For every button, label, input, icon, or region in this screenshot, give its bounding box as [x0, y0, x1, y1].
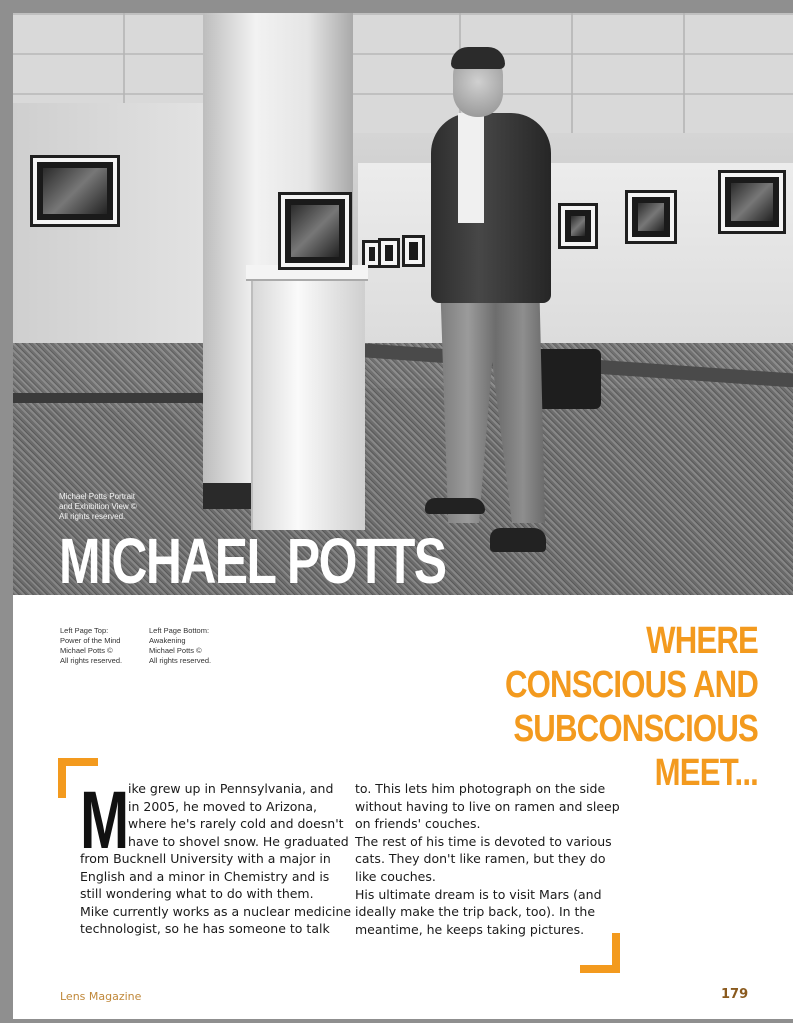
headline-name: MICHAEL POTTS: [59, 525, 446, 597]
caption-left-bottom: Left Page Bottom: Awakening Michael Potts © All rights reserved.: [149, 626, 212, 665]
photo-credit: Michael Potts Portrait and Exhibition View © All rights reserved.: [59, 492, 137, 521]
tagline-heading: WHERE CONSCIOUS AND SUBCONSCIOUS MEET...: [504, 620, 758, 794]
page-number: 179: [721, 987, 749, 1002]
pedestal: [251, 270, 365, 530]
wall-photo-frame: [721, 173, 783, 231]
caption-left-top: Left Page Top: Power of the Mind Michael Potts © All rights reserved.: [60, 626, 123, 665]
wall-photo-frame: [405, 238, 422, 264]
wall-photo-frame: [33, 158, 117, 224]
drop-cap: M: [80, 775, 130, 866]
magazine-page: [13, 13, 793, 1019]
portrait-photo: [13, 13, 793, 595]
corner-bracket-bottom-right: [580, 933, 620, 973]
wall-photo-frame: [381, 241, 397, 265]
article-column-1-indented: ike grew up in Pennsylvania, and in 2005, he moved to Arizona, where he's rarely cold and doesn't have to shovel snow. He graduated: [128, 781, 349, 849]
bench: [533, 349, 601, 409]
wall-photo-frame: [628, 193, 674, 241]
footer-publication: Lens Magazine: [60, 990, 142, 1003]
pedestal-photo-frame: [281, 195, 349, 267]
wall-photo-frame: [561, 206, 595, 246]
wall-photo-frame: [365, 243, 379, 265]
article-column-2: to. This lets him photograph on the side without having to live on ramen and sleep on friends' couches. The rest of his time is devoted to various cats. They don't like ramen, but they do like couches. His ultimate dream is to visit Mars (and ideally make the trip back, too). In the meantime, he keeps taking pictures.: [355, 781, 620, 937]
subject-jacket: [431, 113, 551, 303]
article-column-1: from Bucknell University with a major in English and a minor in Chemistry and is still wondering what to do with them. Mike currently works as a nuclear medicine technologist, so he has someone to talk: [80, 851, 352, 937]
